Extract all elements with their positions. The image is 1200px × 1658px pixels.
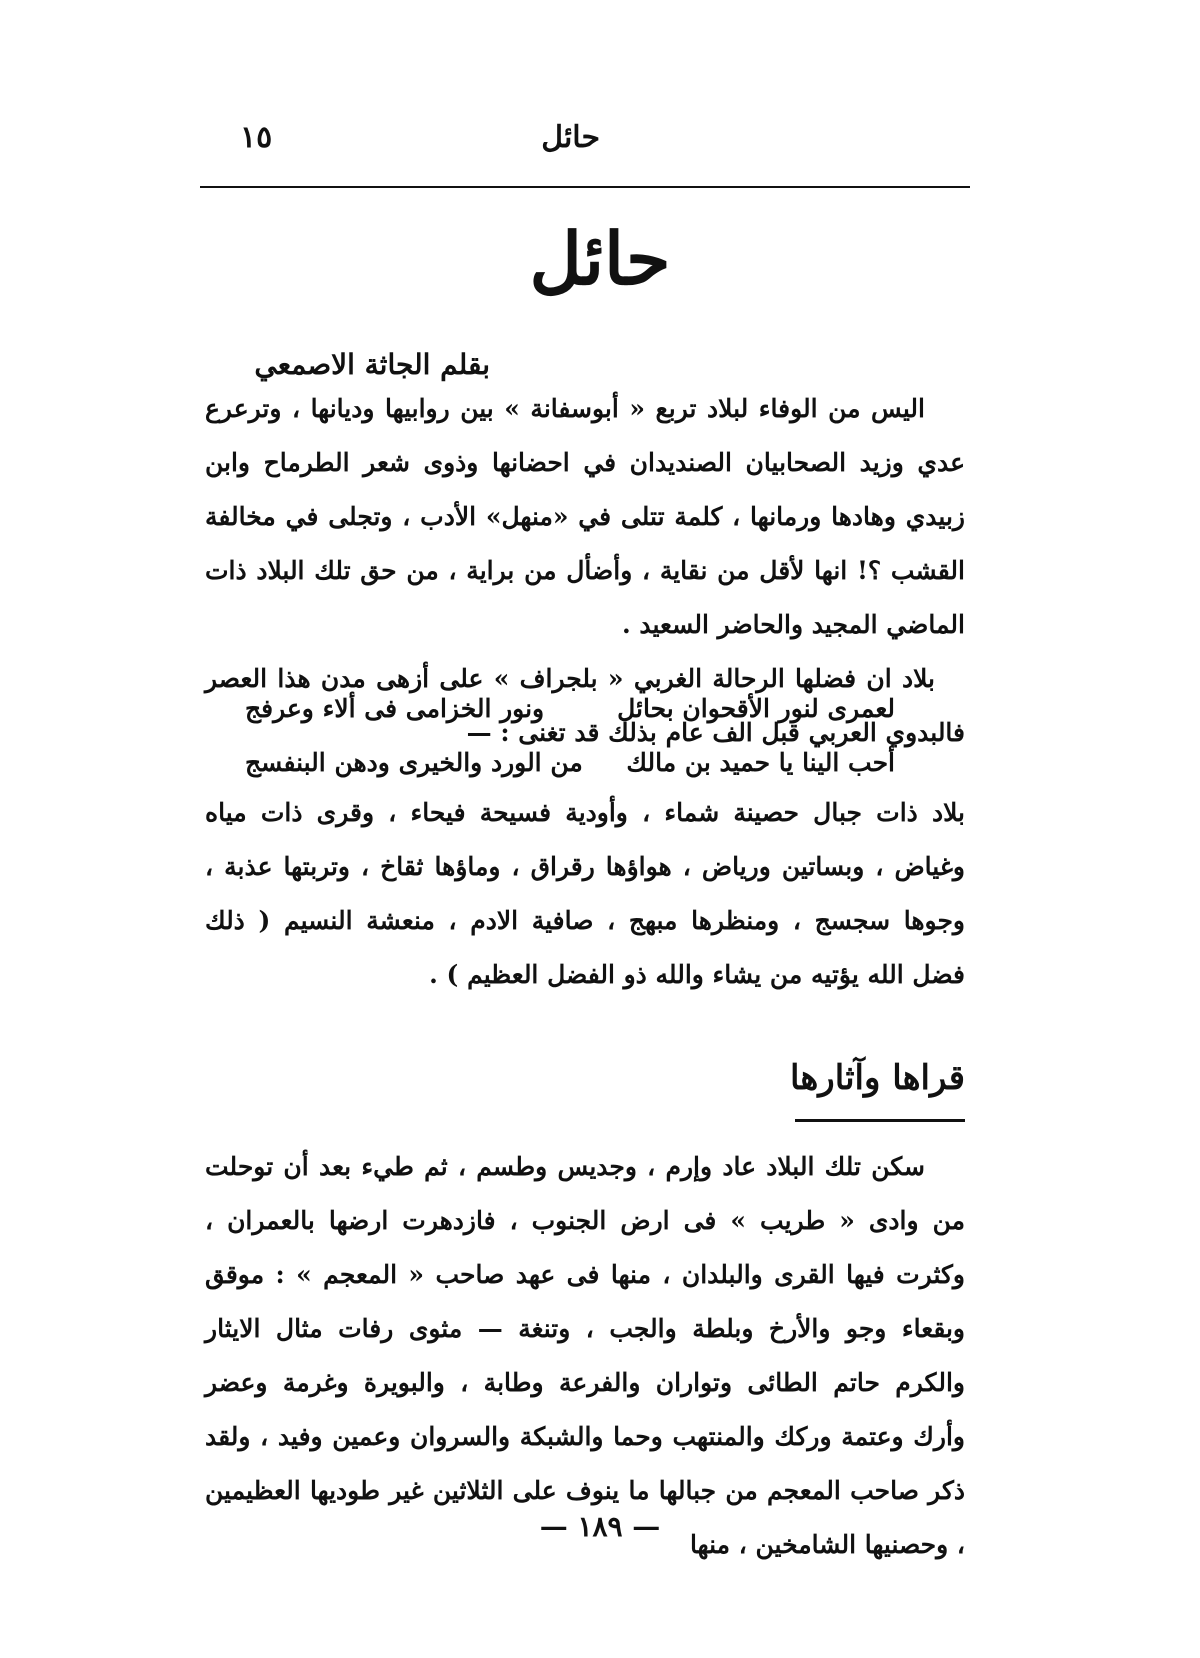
footer-page-number: — ١٨٩ — bbox=[539, 1510, 661, 1543]
paragraph: سكن تلك البلاد عاد وإرم ، وجديس وطسم ، ثم طيء بعد أن توحلت من وادى « طريب » فى ارض الجنوب ، فازدهرت ارضها بالعمران ، وكثرت فيها القرى والبلدان ، منها فى عهد صاحب « المعجم » : موقق وبقعاء وجو والأرخ وبلطة والجب ، وتنغة — مثوى رفات مثال الايثار والكرم حاتم الطائى وتواران والفرعة وطابة ، والبويرة وغرمة وعضر وأرك وعتمة وركك والمنتهب وحما والشبكة والسروان وعمين وفيد ، ولقد ذكر صاحب المعجم من جبالها ما ينوف على الثلاثين غير طوديها العظيمين ، وحصنيها الشامخين ، منها bbox=[205, 1152, 965, 1559]
running-header bbox=[200, 112, 960, 162]
section-heading-underline bbox=[795, 1119, 965, 1122]
verse-second-hemistich: من الورد والخيرى ودهن البنفسج bbox=[245, 748, 583, 777]
paragraph: بلاد ان فضلها الرحالة الغربي « بلجراف » على أزهى مدن هذا العصر فالبدوي العربي قبل الف عام بذلك قد تغنى : — bbox=[205, 664, 965, 747]
verse-first-hemistich: لعمرى لنور الأقحوان بحائل bbox=[617, 694, 895, 723]
paragraph: بلاد ذات جبال حصينة شماء ، وأودية فسيحة فيحاء ، وقرى ذات مياه وغياض ، وبساتين ورياض ، هواؤها رقراق ، وماؤها ثقاخ ، وتربتها عذبة ، وجوها سجسج ، ومنظرها مبهج ، صافية الادم ، منعشة النسيم ( ذلك فضل الله يؤتيه من يشاء والله ذو الفضل العظيم ) . bbox=[205, 798, 965, 989]
poem bbox=[205, 686, 965, 794]
byline: بقلم الجاثة الاصمعي bbox=[254, 348, 490, 381]
paragraph: اليس من الوفاء لبلاد تربع « أبوسفانة » بين روابيها وديانها ، وترعرع عدي وزيد الصحابيان الصنديدان في احضانها وذوى شعر الطرماح وابن زبيدي وهادها ورمانها ، كلمة تتلى في «منهل» الأدب ، وتجلى في مخالفة القشب ؟! انها لأقل من نقاية ، وأضأل من براية ، من حق تلك البلاد ذات الماضي المجيد والحاضر السعيد . bbox=[205, 394, 965, 639]
header-rule bbox=[200, 186, 970, 188]
header-page-number: ١٥ bbox=[240, 120, 273, 155]
verse-first-hemistich: أحب الينا يا حميد بن مالك bbox=[626, 748, 895, 777]
section-heading: قراها وآثارها bbox=[790, 1058, 965, 1098]
article-title: حائل bbox=[529, 216, 671, 301]
description-text bbox=[205, 786, 965, 1002]
verse-second-hemistich: ونور الخزامى فى ألاء وعرفج bbox=[245, 694, 545, 723]
section-text bbox=[205, 1140, 965, 1572]
verse-line bbox=[205, 686, 965, 740]
running-title: حائل bbox=[541, 120, 600, 155]
